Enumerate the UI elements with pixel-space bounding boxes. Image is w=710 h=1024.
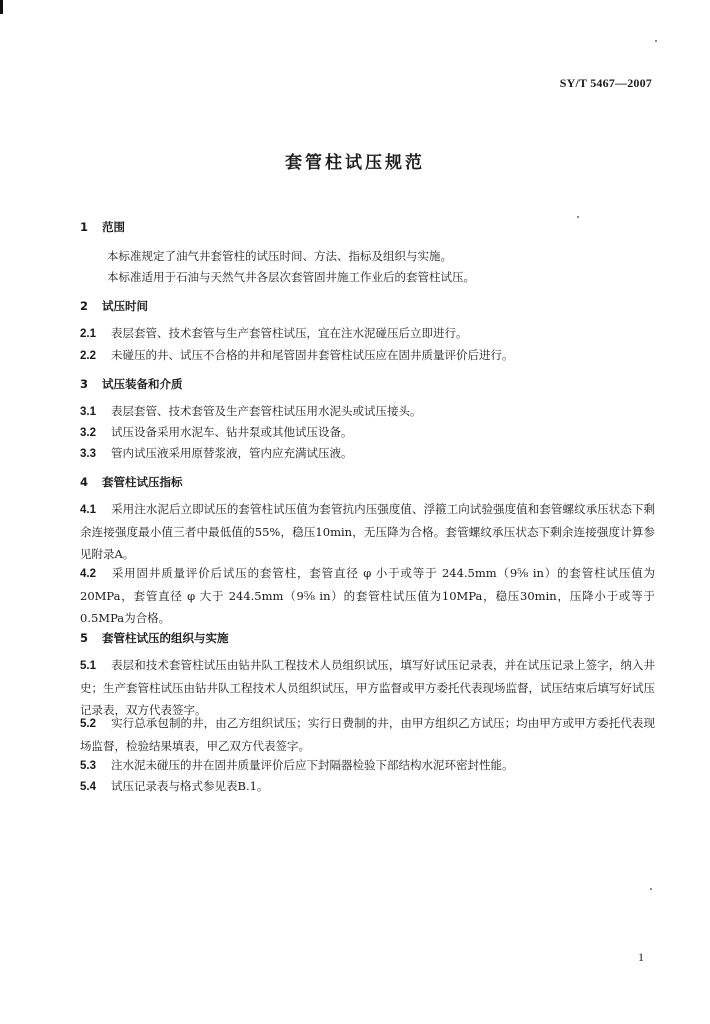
clause-number: 2.1 bbox=[80, 328, 96, 340]
section-title: 范围 bbox=[102, 220, 125, 234]
scan-speck bbox=[650, 888, 652, 890]
section-heading bbox=[80, 474, 183, 490]
clause-text: 注水泥未碰压的井在固井质量评价后应下封隔器检验下部结构水泥环密封性能。 bbox=[111, 758, 514, 772]
clause-text: 表层套管、技术套管及生产套管柱试压用水泥头或试压接头。 bbox=[111, 404, 422, 418]
section-title: 试压装备和介质 bbox=[102, 377, 183, 391]
section-number: 2 bbox=[80, 299, 89, 313]
paragraph: 本标准规定了油气井套管柱的试压时间、方法、指标及组织与实施。 bbox=[107, 249, 452, 263]
clause-number: 5.1 bbox=[80, 660, 96, 672]
clause bbox=[80, 442, 655, 465]
section-heading bbox=[80, 298, 148, 314]
scan-edge-mark bbox=[0, 0, 3, 14]
clause-number: 4.1 bbox=[80, 504, 96, 516]
section-number: 4 bbox=[80, 475, 89, 489]
clause-text: 试压记录表与格式参见表B.1。 bbox=[111, 779, 269, 793]
clause-text: 采用固井质量评价后试压的套管柱，套管直径 φ 小于或等于 244.5mm（9⅝ in）的套管柱试压值为20MPa，套管直径 φ 大于 244.5mm（9⅝ in）的套管柱试压值为10MPa，稳压30min，压降小于或等于0.5MPa为合格。 bbox=[80, 566, 655, 625]
section-number: 3 bbox=[80, 377, 89, 391]
clause-number: 2.2 bbox=[80, 350, 96, 362]
clause bbox=[80, 562, 655, 629]
paragraph: 本标准适用于石油与天然气井各层次套管固井施工作业后的套管柱试压。 bbox=[107, 270, 475, 284]
section-heading bbox=[80, 376, 183, 392]
clause-number: 4.2 bbox=[80, 568, 96, 580]
clause bbox=[80, 400, 655, 423]
scan-speck bbox=[577, 216, 579, 218]
section-title: 试压时间 bbox=[102, 299, 148, 313]
page-title: 套管柱试压规范 bbox=[285, 153, 425, 173]
clause-text: 实行总承包制的井，由乙方组织试压；实行日费制的井，由甲方组织乙方试压；均由甲方或甲方委托代表现场监督，检验结果填表，甲乙双方代表签字。 bbox=[80, 716, 655, 753]
clause-number: 5.4 bbox=[80, 781, 96, 793]
clause bbox=[80, 322, 655, 345]
clause-text: 试压设备采用水泥车、钻井泵或其他试压设备。 bbox=[111, 425, 353, 439]
clause-number: 3.1 bbox=[80, 406, 96, 418]
page-number: 1 bbox=[638, 950, 644, 964]
clause bbox=[80, 344, 655, 367]
section-title: 套管柱试压指标 bbox=[102, 475, 183, 489]
clause-number: 5.2 bbox=[80, 718, 96, 730]
clause-text: 表层和技术套管柱试压由钻井队工程技术人员组织试压，填写好试压记录表，并在试压记录上签字，纳入井史；生产套管柱试压由钻井队工程技术人员组织试压，甲方监督或甲方委托代表现场监督，试压结束后填写好试压记录表，双方代表签字。 bbox=[80, 658, 655, 717]
clause-number: 3.2 bbox=[80, 427, 96, 439]
clause bbox=[80, 421, 655, 444]
section-title: 套管柱试压的组织与实施 bbox=[102, 631, 229, 645]
section-number: 1 bbox=[80, 220, 89, 234]
scan-speck bbox=[655, 40, 657, 42]
section-heading bbox=[80, 630, 229, 646]
clause bbox=[80, 654, 655, 721]
clause bbox=[80, 754, 655, 777]
clause-number: 5.3 bbox=[80, 760, 96, 772]
clause-text: 未碰压的井、试压不合格的井和尾管固井套管柱试压应在固井质量评价后进行。 bbox=[111, 348, 514, 362]
clause-number: 3.3 bbox=[80, 448, 96, 460]
clause-text: 表层套管、技术套管与生产套管柱试压，宜在注水泥碰压后立即进行。 bbox=[111, 326, 468, 340]
clause bbox=[80, 775, 655, 798]
clause-text: 管内试压液采用原替浆液，管内应充满试压液。 bbox=[111, 446, 353, 460]
section-heading bbox=[80, 219, 125, 235]
clause bbox=[80, 712, 655, 757]
standard-code: SY/T 5467—2007 bbox=[559, 76, 652, 90]
clause-text: 采用注水泥后立即试压的套管柱试压值为套管抗内压强度值、浮箍工向试验强度值和套管螺纹承压状态下剩余连接强度最小值三者中最低值的55%，稳压10min，无压降为合格。套管螺纹承压状态下剩余连接强度计算参见附录A。 bbox=[80, 502, 655, 561]
clause bbox=[80, 498, 655, 565]
section-number: 5 bbox=[80, 631, 89, 645]
